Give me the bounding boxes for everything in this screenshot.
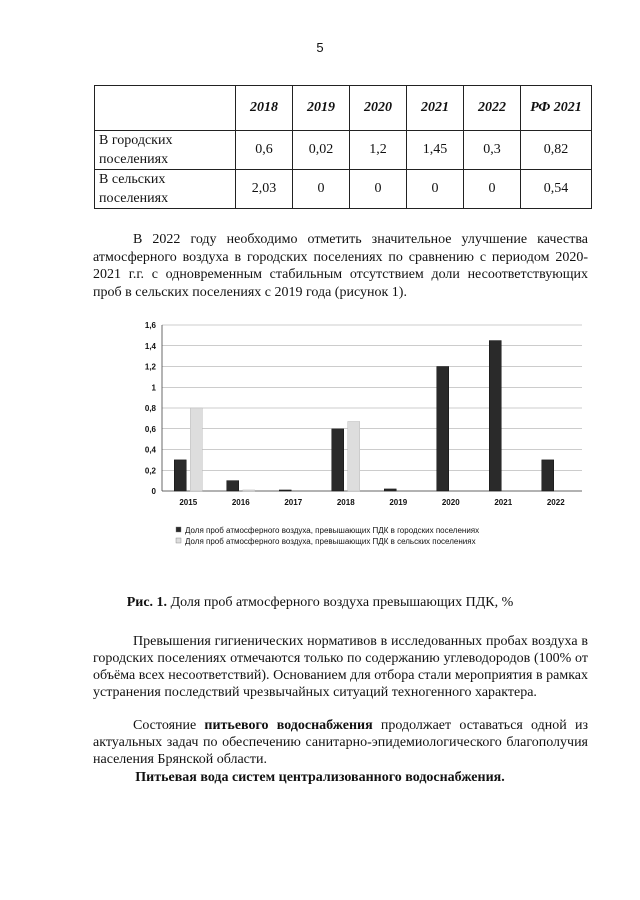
- paragraph-water-end: продолжает оставаться одной из актуальных задач по обеспечению санитарно-эпидемиологического благополучия населения Брянской области.: [93, 718, 588, 767]
- paragraph-water-bold: питьевого водоснабжения: [204, 718, 373, 733]
- figure-caption: [0, 595, 640, 611]
- legend-swatch: [176, 527, 181, 532]
- table-cell: 0,82: [521, 131, 592, 170]
- table-cell: 2,03: [236, 170, 293, 209]
- bar: [279, 490, 291, 491]
- paragraph-water-supply: [93, 717, 588, 768]
- table-header-cell: [95, 86, 236, 131]
- y-tick-label: 0,4: [144, 445, 156, 455]
- bar: [489, 341, 501, 491]
- y-tick-label: 1: [151, 383, 156, 393]
- bar: [227, 481, 239, 491]
- table-cell: 0,6: [236, 131, 293, 170]
- y-tick-label: 1,2: [144, 362, 156, 372]
- bar: [348, 421, 360, 491]
- table-header-cell: 2019: [293, 86, 350, 131]
- row-label: В городских поселениях: [95, 131, 236, 170]
- bar: [542, 460, 554, 491]
- y-tick-label: 1,4: [144, 341, 156, 351]
- bar: [437, 367, 449, 492]
- figure-caption-label: Рис. 1.: [126, 595, 168, 610]
- y-tick-label: 0,8: [144, 404, 156, 413]
- bar: [243, 490, 255, 491]
- data-table: [94, 85, 592, 209]
- legend-entry: Доля проб атмосферного воздуха, превышающих ПДК в сельских поселениях: [185, 537, 476, 546]
- table-cell: 0: [350, 170, 407, 209]
- table-header-cell: 2020: [350, 86, 407, 131]
- legend-swatch: [176, 538, 181, 543]
- bar: [190, 408, 202, 491]
- x-tick-label: 2015: [179, 498, 198, 507]
- table-cell: 0: [464, 170, 521, 209]
- table-cell: 0: [293, 170, 350, 209]
- table-cell: 0,3: [464, 131, 521, 170]
- bar: [332, 429, 344, 491]
- figure-caption-text: Доля проб атмосферного воздуха превышающих ПДК, %: [167, 595, 514, 610]
- x-tick-label: 2019: [389, 498, 408, 507]
- y-tick-label: 0,6: [144, 424, 156, 434]
- table-header-cell: 2018: [236, 86, 293, 131]
- table-cell: 0,54: [521, 170, 592, 209]
- table-row: [95, 131, 592, 170]
- bar-chart: [120, 315, 590, 555]
- paragraph-air-quality: В 2022 году необходимо отметить значительное улучшение качества атмосферного воздуха в городских поселениях по сравнению с периодом 2020-2021 г.г. с одновременным стабильным отсутствием доли несоответствующих проб в сельских поселениях с 2019 года (рисунок 1).: [93, 232, 588, 300]
- table-row: [95, 170, 592, 209]
- table-header-cell: РФ 2021: [521, 86, 592, 131]
- page-number: 5: [316, 40, 324, 55]
- y-tick-label: 1,6: [144, 321, 156, 330]
- bar: [384, 489, 396, 491]
- table-header-cell: 2021: [407, 86, 464, 131]
- x-tick-label: 2021: [494, 498, 513, 507]
- x-tick-label: 2022: [546, 498, 565, 507]
- paragraph-water-start: Состояние: [133, 718, 205, 733]
- row-label: В сельских поселениях: [95, 170, 236, 209]
- table-cell: 0: [407, 170, 464, 209]
- paragraph-exceedances: Превышения гигиенических нормативов в исследованных пробах воздуха в городских поселениях отмечаются только по содержанию углеводородов (100% от объёма всех несоответствий). Основанием для отбора стали мероприятия в рамках устранения последствий чрезвычайных ситуаций техногенного характера.: [93, 634, 588, 700]
- table-cell: 1,2: [350, 131, 407, 170]
- table-header-cell: 2022: [464, 86, 521, 131]
- bar: [174, 460, 186, 491]
- table-cell: 0,02: [293, 131, 350, 170]
- section-heading: Питьевая вода систем централизованного водоснабжения.: [135, 770, 505, 785]
- table-cell: 1,45: [407, 131, 464, 170]
- y-tick-label: 0,2: [144, 466, 156, 476]
- x-tick-label: 2017: [284, 498, 303, 507]
- table-header-row: [95, 86, 592, 131]
- y-tick-label: 0: [151, 487, 156, 496]
- legend-entry: Доля проб атмосферного воздуха, превышающих ПДК в городских поселениях: [185, 526, 480, 535]
- x-tick-label: 2016: [231, 498, 250, 507]
- x-tick-label: 2020: [441, 498, 460, 507]
- x-tick-label: 2018: [336, 498, 355, 507]
